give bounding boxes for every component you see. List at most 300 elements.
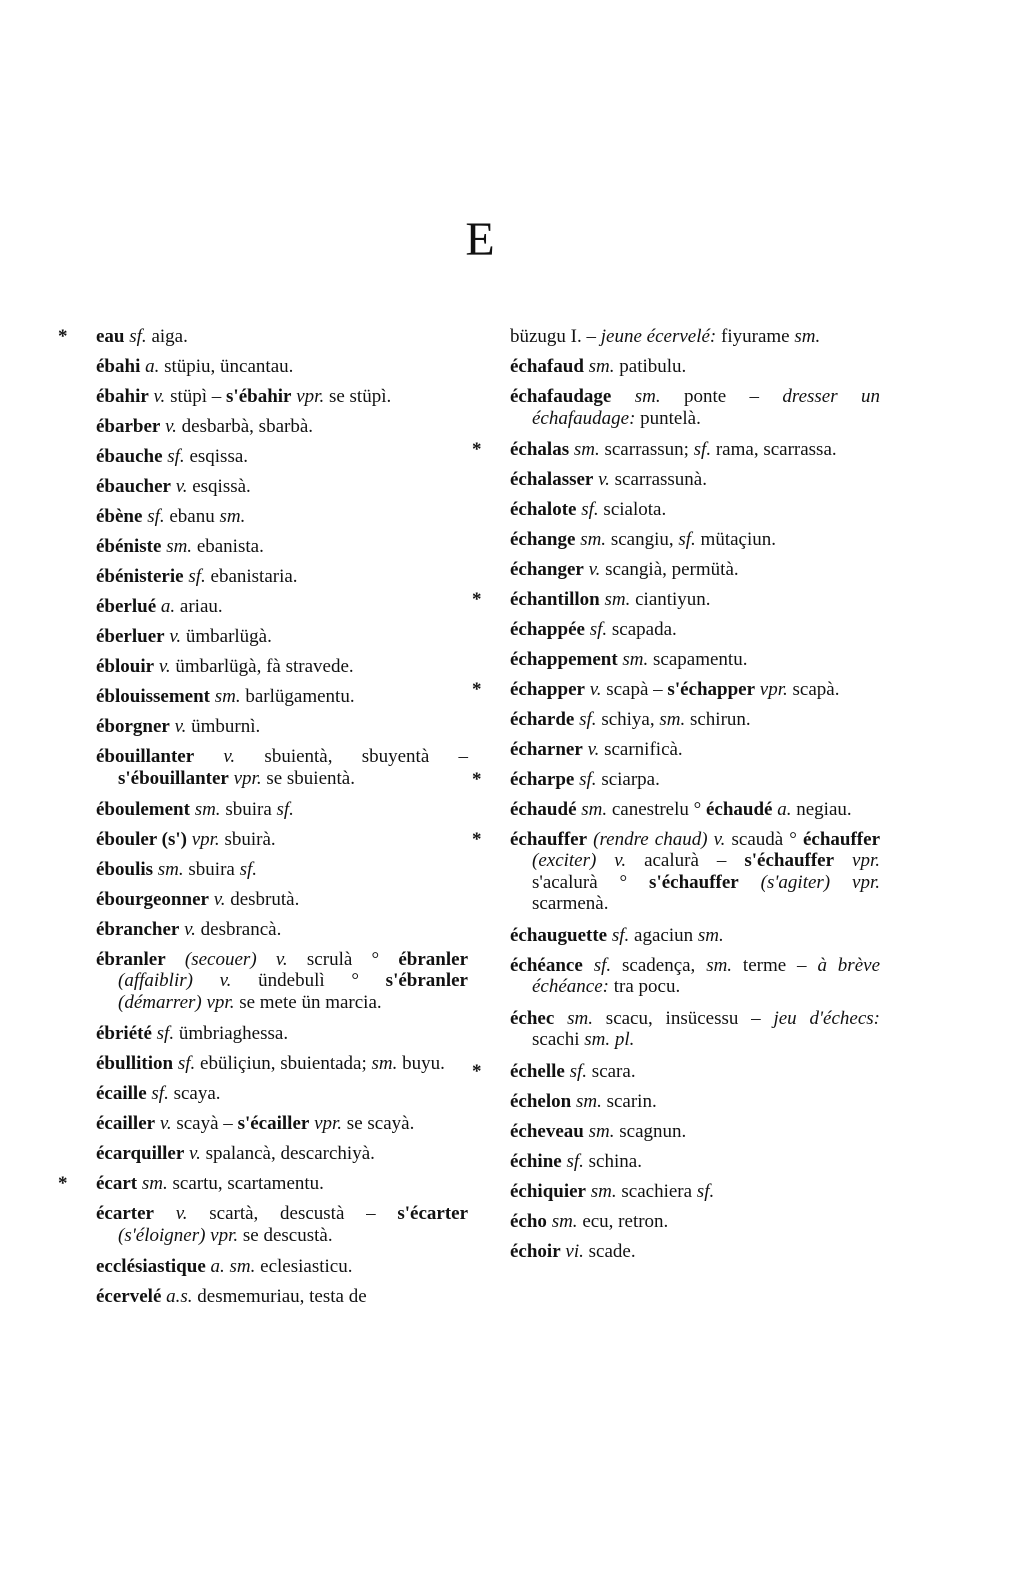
translation: terme – — [732, 954, 818, 976]
translation: scangiu, — [606, 528, 679, 550]
headword: ébouillanter — [96, 746, 195, 767]
headword: échappement — [510, 648, 618, 670]
translation: scapà – — [601, 678, 668, 700]
headword: échelle — [510, 1060, 565, 1082]
grammar-label: v. — [158, 656, 171, 677]
asterisk-marker: * — [472, 438, 482, 460]
grammar-label: sf. — [177, 1053, 196, 1075]
dictionary-entry — [510, 649, 880, 671]
headword: ecclésiastique — [96, 1256, 206, 1278]
dictionary-entry — [96, 1143, 468, 1165]
grammar-label: sm. — [214, 686, 241, 707]
dictionary-column-right — [472, 326, 881, 1271]
grammar-label: sm. — [588, 356, 615, 377]
headword: écervelé — [96, 1286, 162, 1308]
headword: ébranler — [96, 948, 166, 970]
spacer — [154, 1203, 176, 1224]
grammar-label: a. — [145, 356, 160, 377]
dictionary-entry — [510, 799, 880, 821]
dictionary-entry — [96, 919, 468, 941]
grammar-label: sf. — [593, 954, 612, 976]
asterisk-marker: * — [472, 1060, 482, 1082]
dictionary-entry — [510, 499, 880, 521]
grammar-label: sm. — [588, 1120, 615, 1142]
grammar-label: v. — [213, 888, 226, 910]
translation: stüpì – — [165, 386, 227, 407]
translation: desmemuriau, testa de — [192, 1286, 367, 1308]
translation: ümburnì. — [186, 716, 261, 737]
grammar-label: sm. — [706, 954, 733, 976]
translation: büzugu I. – — [510, 326, 601, 347]
translation: spalancà, descarchiyà. — [200, 1143, 375, 1165]
headword: eau — [96, 326, 125, 347]
asterisk-marker: * — [58, 1173, 68, 1195]
headword: ébaucher — [96, 476, 171, 497]
headword: éblouissement — [96, 686, 210, 707]
translation: ponte – — [660, 386, 783, 407]
headword: s'ébranler — [385, 970, 468, 992]
translation: sbuira — [183, 858, 240, 880]
translation: ecu, retron. — [577, 1210, 669, 1232]
headword: ébénisterie — [96, 566, 184, 587]
translation: buyu. — [397, 1053, 445, 1075]
translation: eclesiasticu. — [255, 1256, 353, 1278]
page-letter-heading: E — [465, 213, 495, 266]
headword: écharde — [510, 708, 575, 730]
spacer — [166, 949, 185, 970]
dictionary-entry — [96, 889, 468, 911]
translation: scara. — [587, 1060, 636, 1082]
grammar-label: sf. — [167, 446, 185, 467]
grammar-label: a. — [160, 596, 176, 617]
dictionary-entry — [510, 1151, 880, 1173]
dictionary-entry — [510, 386, 880, 429]
grammar-label: sf. — [589, 618, 608, 640]
translation: scapà. — [787, 678, 840, 700]
grammar-label: sm. pl. — [584, 1029, 635, 1051]
grammar-label: jeune écervelé: — [600, 326, 717, 347]
headword: s'écarter — [397, 1203, 469, 1225]
translation: esqissa. — [184, 446, 249, 467]
headword: échauffer — [510, 828, 588, 850]
grammar-label: v. — [153, 386, 166, 407]
translation: scartà, descustà – — [187, 1203, 398, 1225]
headword: ébranler — [398, 948, 469, 970]
grammar-label: sm. — [141, 1173, 168, 1195]
translation: se descustà. — [238, 1224, 333, 1246]
translation: ciantiyun. — [630, 588, 711, 610]
grammar-label: vpr. — [852, 850, 880, 872]
headword: écheveau — [510, 1120, 584, 1142]
grammar-label: sf. — [239, 858, 258, 880]
grammar-label: sm. — [371, 1053, 398, 1075]
dictionary-entry — [96, 1023, 468, 1045]
headword: éboulis — [96, 858, 154, 880]
translation: scangià, permütà. — [600, 558, 739, 580]
translation: scialota. — [598, 498, 667, 520]
dictionary-entry — [510, 529, 880, 551]
grammar-label: sf. — [188, 566, 206, 587]
grammar-label: vi. — [565, 1240, 584, 1262]
grammar-label: (affaiblir) v. — [118, 970, 232, 992]
translation: s'acalurà ° — [532, 871, 650, 893]
headword: ébourgeonner — [96, 888, 209, 910]
grammar-label: sm. — [219, 506, 246, 527]
headword: ébahi — [96, 356, 141, 377]
grammar-label: sf. — [156, 1023, 175, 1045]
dictionary-entry — [96, 596, 468, 618]
translation: scapamentu. — [648, 648, 748, 670]
translation: sciarpa. — [596, 768, 660, 790]
headword: échauguette — [510, 924, 608, 946]
dictionary-entry — [510, 1181, 880, 1203]
dictionary-entry — [96, 799, 468, 821]
headword: échalasser — [510, 468, 594, 490]
grammar-label: a.s. — [166, 1286, 193, 1308]
dictionary-entry — [472, 768, 880, 791]
grammar-label: sf. — [151, 1083, 169, 1105]
headword: ébauche — [96, 446, 163, 467]
headword: s'écailler — [237, 1113, 310, 1135]
headword: échauffer — [802, 828, 881, 850]
headword: ébullition — [96, 1053, 174, 1075]
translation: scarrassun; — [599, 438, 694, 460]
headword: écho — [510, 1210, 547, 1232]
dictionary-entry — [472, 1060, 880, 1083]
translation: scacu, insücessu – — [593, 1007, 774, 1029]
headword: écaille — [96, 1083, 147, 1105]
spacer — [739, 872, 761, 893]
grammar-label: v. — [223, 746, 236, 767]
translation: scade. — [583, 1240, 636, 1262]
translation: schina. — [583, 1150, 642, 1172]
dictionary-entry — [96, 416, 468, 438]
grammar-label: sm. — [794, 326, 821, 347]
grammar-label: sm. — [581, 798, 608, 820]
headword: échanger — [510, 558, 584, 580]
translation: esqissà. — [187, 476, 251, 497]
grammar-label: sf. — [579, 768, 597, 790]
dictionary-entry — [510, 559, 880, 581]
dictionary-entry — [472, 438, 880, 461]
dictionary-entry — [96, 1083, 468, 1105]
headword: éborgner — [96, 716, 170, 737]
grammar-label: sm. — [157, 858, 184, 880]
headword: échappée — [510, 618, 585, 640]
dictionary-entry — [510, 1121, 880, 1143]
grammar-label: sm. — [590, 1180, 617, 1202]
dictionary-entry — [96, 536, 468, 558]
grammar-label: v. — [189, 1143, 201, 1165]
headword: échafaudage — [510, 386, 612, 407]
headword: s'échapper — [667, 678, 756, 700]
headword: échalas — [510, 438, 570, 460]
dictionary-entry — [510, 739, 880, 761]
translation: scayà – — [171, 1113, 238, 1135]
grammar-label: sm. — [575, 1090, 602, 1112]
translation: schiya, — [596, 708, 660, 730]
dictionary-entry — [96, 1203, 468, 1246]
translation: canestrelu ° — [607, 798, 706, 820]
grammar-label: sm. — [573, 438, 600, 460]
translation: ündebulì ° — [231, 970, 386, 992]
translation: scaudà ° — [725, 828, 803, 850]
grammar-label: vpr. — [314, 1113, 343, 1135]
grammar-label: a. — [777, 798, 792, 820]
translation: ebüliçiun, sbuientada; — [195, 1053, 372, 1075]
dictionary-entry — [472, 828, 881, 915]
grammar-label: sm. — [634, 386, 661, 407]
grammar-label: dresser un échafaudage: — [532, 386, 880, 429]
dictionary-entry — [510, 925, 880, 947]
grammar-label: sf. — [276, 798, 294, 820]
translation: scachiera — [616, 1180, 697, 1202]
headword: ébouler (s') — [96, 828, 187, 850]
translation: scarin. — [601, 1090, 657, 1112]
translation: stüpiu, üncantau. — [159, 356, 294, 377]
grammar-label: sm. — [622, 648, 649, 670]
headword: échapper — [510, 678, 585, 700]
headword: écarter — [96, 1203, 154, 1225]
dictionary-entry — [510, 469, 880, 491]
grammar-label: v. — [598, 468, 610, 490]
translation: ariau. — [175, 596, 223, 617]
grammar-label: vpr. — [296, 386, 325, 407]
translation: sbuirà. — [219, 828, 276, 850]
grammar-label: (exciter) v. — [532, 850, 627, 872]
translation: scaya. — [168, 1083, 221, 1105]
translation: puntelà. — [635, 407, 701, 429]
headword: ébarber — [96, 416, 161, 437]
asterisk-marker: * — [472, 678, 482, 700]
grammar-label: sf. — [147, 506, 165, 527]
dictionary-entry — [472, 588, 880, 611]
grammar-label: sf. — [129, 326, 147, 347]
translation: ümbarlügà. — [181, 626, 272, 647]
dictionary-entry — [96, 859, 468, 881]
dictionary-entry — [96, 686, 468, 708]
headword: éblouir — [96, 656, 155, 677]
dictionary-entry — [96, 566, 468, 588]
headword: ébéniste — [96, 536, 162, 557]
translation: scapada. — [607, 618, 677, 640]
grammar-label: (secouer) v. — [184, 948, 288, 970]
headword: éberlué — [96, 596, 157, 617]
headword: s'échauffer — [649, 871, 739, 893]
headword: éboulement — [96, 798, 190, 820]
translation: barlügamentu. — [240, 686, 355, 707]
translation: se mete ün marcia. — [234, 991, 382, 1013]
translation: mütaçiun. — [695, 528, 776, 550]
dictionary-entry — [510, 709, 880, 731]
headword: éberluer — [96, 626, 165, 647]
translation: se sbuientà. — [261, 767, 355, 789]
asterisk-marker: * — [472, 828, 482, 850]
grammar-label: sm. — [604, 588, 631, 610]
headword: échéance — [510, 954, 583, 976]
grammar-label: sf. — [693, 438, 712, 460]
grammar-label: sf. — [569, 1060, 588, 1082]
headword: échaudé — [705, 798, 773, 820]
dictionary-entry — [96, 1256, 468, 1278]
translation: se stüpì. — [324, 386, 392, 407]
grammar-label: vpr. — [759, 678, 788, 700]
spacer — [834, 850, 852, 871]
grammar-label: sf. — [611, 924, 630, 946]
translation: ebanistaria. — [205, 566, 298, 587]
grammar-label: sm. — [567, 1007, 593, 1029]
grammar-label: à brève échéance: — [532, 954, 881, 998]
dictionary-entry — [96, 949, 468, 1014]
headword: s'ébouillanter — [118, 767, 229, 789]
translation: patibulu. — [614, 356, 687, 377]
headword: ébène — [96, 506, 143, 527]
grammar-label: (s'agiter) vpr. — [760, 871, 880, 893]
grammar-label: a. sm. — [210, 1256, 256, 1278]
dictionary-entry — [96, 656, 468, 678]
dictionary-entry — [510, 1091, 880, 1113]
dictionary-entry — [96, 626, 468, 648]
headword: échalote — [510, 498, 577, 520]
dictionary-entry — [96, 1113, 468, 1135]
headword: échelon — [510, 1090, 572, 1112]
dictionary-entry — [96, 476, 468, 498]
grammar-label: sm. — [551, 1210, 578, 1232]
translation: desbrancà. — [195, 918, 282, 940]
translation: desbarbà, sbarbà. — [176, 416, 314, 437]
headword: écharner — [510, 738, 583, 760]
translation: scarrassunà. — [609, 468, 707, 490]
dictionary-entry — [510, 1241, 880, 1263]
headword: échantillon — [510, 588, 600, 610]
spacer — [611, 386, 634, 407]
grammar-label: sf. — [579, 708, 597, 730]
headword: s'échauffer — [744, 850, 835, 872]
translation: scadença, — [611, 954, 707, 976]
translation: scarnificà. — [599, 738, 683, 760]
translation: scrulà ° — [287, 948, 399, 970]
translation: fiyurame — [716, 326, 795, 347]
translation: aiga. — [146, 326, 188, 347]
grammar-label: vpr. — [191, 828, 220, 850]
grammar-label: sm. — [659, 708, 686, 730]
grammar-label: sf. — [581, 498, 599, 520]
headword: échec — [510, 1007, 555, 1029]
dictionary-entry — [510, 955, 880, 998]
spacer — [194, 746, 223, 767]
grammar-label: sm. — [697, 924, 724, 946]
translation: sbuientà, sbuyentà – — [235, 746, 468, 767]
grammar-label: sm. — [580, 528, 607, 550]
translation: agaciun — [629, 924, 698, 946]
headword: écailler — [96, 1113, 156, 1135]
headword: ébrancher — [96, 918, 180, 940]
grammar-label: sf. — [696, 1180, 715, 1202]
asterisk-marker: * — [472, 768, 482, 790]
grammar-label: v. — [589, 678, 602, 700]
grammar-label: v. — [175, 476, 188, 497]
grammar-label: v. — [184, 918, 196, 940]
translation: ebanu — [164, 506, 220, 527]
spacer — [583, 955, 594, 976]
headword: s'ébahir — [226, 386, 292, 407]
asterisk-marker: * — [472, 588, 482, 610]
dictionary-entry — [96, 746, 468, 789]
translation: scachi — [532, 1029, 585, 1051]
translation: scagnun. — [614, 1120, 687, 1142]
translation: negiau. — [791, 798, 852, 820]
translation: desbrutà. — [225, 888, 300, 910]
translation: scartu, scartamentu. — [167, 1173, 324, 1195]
dictionary-entry — [96, 446, 468, 468]
headword: écart — [96, 1173, 138, 1195]
grammar-label: (s'éloigner) vpr. — [118, 1224, 239, 1246]
dictionary-entry — [58, 326, 468, 348]
translation: scarmenà. — [532, 893, 609, 915]
headword: échaudé — [510, 798, 577, 820]
dictionary-entry — [510, 356, 880, 378]
headword: échine — [510, 1150, 562, 1172]
dictionary-entry — [96, 386, 468, 408]
dictionary-entry — [96, 829, 468, 851]
grammar-label: sm. — [194, 798, 221, 820]
dictionary-entry — [58, 1173, 468, 1195]
grammar-label: vpr. — [233, 767, 262, 789]
headword: échange — [510, 528, 576, 550]
dictionary-entry — [96, 1286, 468, 1308]
grammar-label: sf. — [678, 528, 696, 550]
grammar-label: v. — [175, 1203, 188, 1225]
grammar-label: sm. — [166, 536, 193, 557]
grammar-label: (démarrer) vpr. — [118, 991, 235, 1013]
translation: ümbarlügà, fà stravede. — [170, 656, 354, 677]
translation: ümbriaghessa. — [174, 1023, 289, 1045]
headword: écharpe — [510, 768, 575, 790]
translation: se scayà. — [342, 1113, 415, 1135]
headword: écarquiller — [96, 1143, 185, 1165]
grammar-label: jeu d'échecs: — [773, 1007, 880, 1029]
translation: acalurà – — [626, 850, 745, 872]
dictionary-entry — [472, 678, 880, 701]
dictionary-entry — [510, 1008, 880, 1051]
grammar-label: v. — [588, 558, 601, 580]
dictionary-entry — [510, 619, 880, 641]
dictionary-entry — [96, 716, 468, 738]
translation: schirun. — [685, 708, 751, 730]
dictionary-entry — [96, 1053, 468, 1075]
spacer — [554, 1008, 567, 1029]
translation: rama, scarrassa. — [711, 438, 837, 460]
dictionary-entry — [96, 356, 468, 378]
grammar-label: sf. — [566, 1150, 584, 1172]
translation: ebanista. — [192, 536, 264, 557]
translation: tra pocu. — [609, 976, 681, 998]
translation: sbuira — [220, 798, 277, 820]
dictionary-column-left — [58, 326, 469, 1316]
grammar-label: v. — [159, 1113, 172, 1135]
grammar-label: v. — [174, 716, 187, 737]
headword: échoir — [510, 1240, 561, 1262]
grammar-label: v. — [169, 626, 182, 647]
dictionary-entry — [96, 506, 468, 528]
headword: ébahir — [96, 386, 149, 407]
dictionary-entry — [510, 326, 880, 348]
dictionary-entry — [510, 1211, 880, 1233]
grammar-label: (rendre chaud) v. — [593, 828, 726, 850]
grammar-label: v. — [165, 416, 177, 437]
asterisk-marker: * — [58, 326, 68, 347]
headword: échiquier — [510, 1180, 586, 1202]
